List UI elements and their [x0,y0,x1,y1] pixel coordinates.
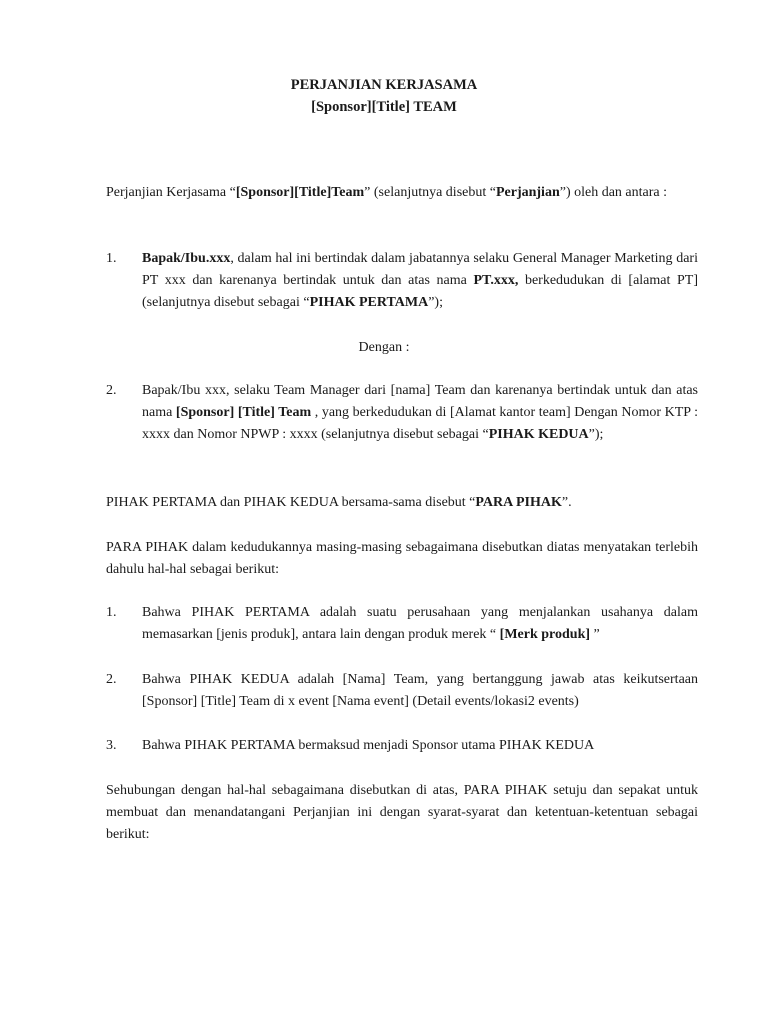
recital-3-text: Bahwa PIHAK PERTAMA bermaksud menjadi Sponsor utama PIHAK KEDUA [142,738,595,753]
closing-paragraph: Sehubungan dengan hal-hal sebagaimana disebutkan di atas, PARA PIHAK setuju dan sepakat untuk membuat dan menandatangani Perjanjian ini dengan syarat-syarat dan ketentuan-ketentuan sebagai berikut: [106,783,698,842]
party-1-company: PT.xxx, [473,273,519,288]
recital-1-text [142,602,698,646]
para-pihak-bold: PARA PIHAK [475,495,562,510]
party-1-text-3: ”); [428,295,443,310]
list-number: 2. [106,383,117,398]
dengan-label: Dengan : [358,340,410,355]
recital-1 [106,602,698,646]
recital-1-text-1: Bahwa PIHAK PERTAMA adalah suatu perusahaan yang menjalankan usahanya dalam memasarkan [jenis produk], antara lain dengan produk merek “ [142,605,698,642]
party-1-designation: PIHAK PERTAMA [309,295,429,310]
party-2-text [142,380,698,446]
intro-bold-1: [Sponsor][Title]Team [235,185,365,200]
party-1-text-2: berkedudukan di [alamat PT] (selanjutnya disebut sebagai “ [142,273,699,310]
intro-text-2: ” (selanjutnya disebut “ [364,185,496,200]
party-1-text-1: , dalam hal ini bertindak dalam jabatannya selaku General Manager Marketing dari PT xxx dan karenanya bertindak untuk dan atas nama [142,251,698,288]
list-number: 3. [106,738,117,753]
list-number: 1. [106,605,117,620]
recital-3 [106,735,698,757]
party-1-name: Bapak/Ibu.xxx [142,251,231,266]
list-number: 2. [106,672,117,687]
statement-paragraph: PARA PIHAK dalam kedudukannya masing-masing sebagaimana disebutkan diatas menyatakan terlebih dahulu hal-hal sebagai berikut: [106,540,698,577]
intro-bold-2: Perjanjian [495,185,560,200]
recital-2-text: Bahwa PIHAK KEDUA adalah [Nama] Team, yang bertanggung jawab atas keikutsertaan [Sponsor] [Title] Team di x event [Nama event] (Detail events/lokasi2 events) [142,672,698,709]
recital-2 [106,669,698,713]
title-line-2: [Sponsor][Title] TEAM [311,99,457,115]
title-line-1: PERJANJIAN KERJASAMA [290,77,478,93]
intro-text-1: Perjanjian Kerjasama “ [106,185,236,200]
party-2-text-2: , yang berkedudukan di [Alamat kantor team] Dengan Nomor KTP : xxxx dan Nomor NPWP : xxxx (selanjutnya disebut sebagai “ [142,405,698,442]
recital-1-brand: [Merk produk] [499,627,594,642]
party-2-designation: PIHAK KEDUA [488,427,589,442]
party-2-team: [Sponsor] [Title] Team [175,405,312,420]
party-2-text-3: ”); [588,427,604,442]
para-pihak-text-2: ”. [561,495,572,510]
para-pihak-text-1: PIHAK PERTAMA dan PIHAK KEDUA bersama-sama disebut “ [106,495,476,510]
intro-text-3: ”) oleh dan antara : [559,185,668,200]
party-1-item [106,248,698,314]
party-2-item [106,380,698,446]
party-2-text-1: Bapak/Ibu xxx, selaku Team Manager dari [nama] Team dan karenanya bertindak untuk dan atas nama [142,383,698,420]
recital-1-text-2: ” [593,627,600,642]
party-1-text [142,248,698,314]
document-title [0,74,768,118]
intro-paragraph [106,182,698,204]
list-number: 1. [106,251,117,266]
para-pihak-paragraph [106,492,698,514]
